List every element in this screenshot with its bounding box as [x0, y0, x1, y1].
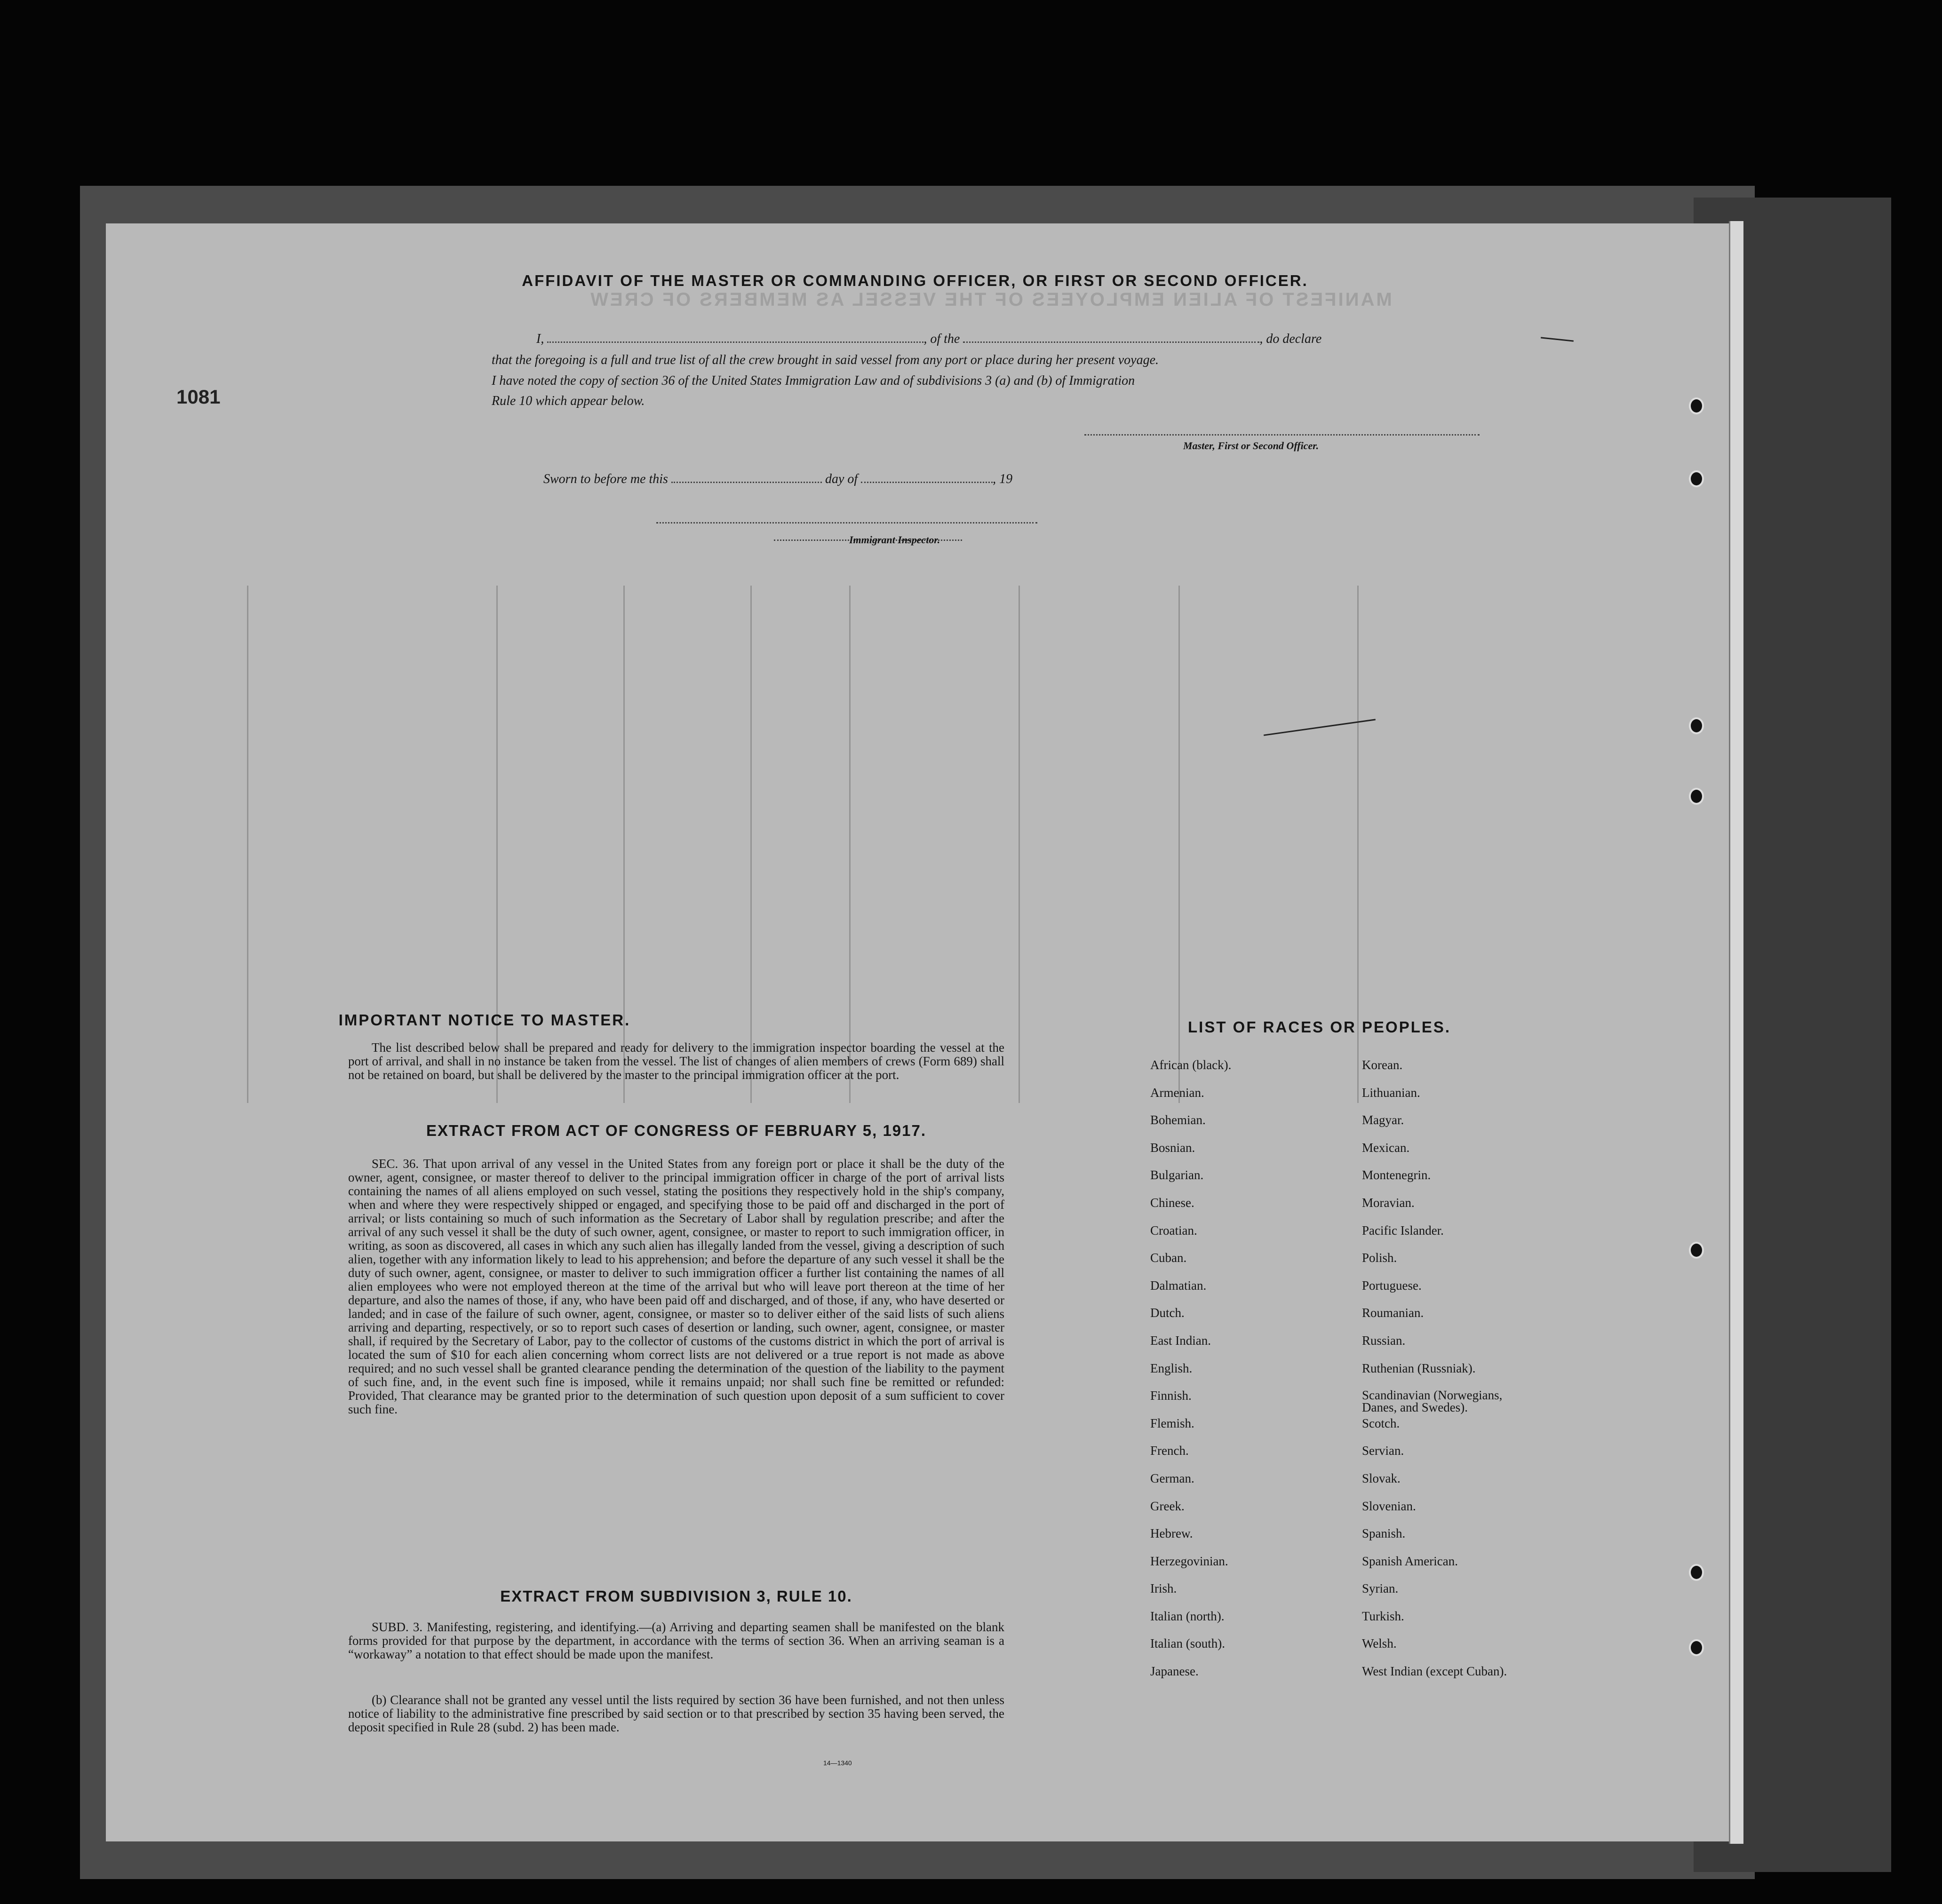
race-item: Ruthenian (Russniak). [1362, 1361, 1476, 1375]
race-item: Bosnian. [1150, 1140, 1195, 1155]
races-title: LIST OF RACES OR PEOPLES. [1188, 1018, 1451, 1036]
race-item: Bulgarian. [1150, 1168, 1204, 1182]
race-item: Moravian. [1362, 1195, 1415, 1210]
manifest-page [106, 223, 1729, 1841]
affidavit-line-1 [536, 332, 1321, 347]
name-blank[interactable] [547, 341, 923, 343]
grid-line [1178, 586, 1180, 1103]
race-item: Japanese. [1150, 1664, 1199, 1679]
sworn-day-blank[interactable] [671, 482, 822, 483]
race-item: Turkish. [1362, 1609, 1404, 1623]
races-right-column [1362, 1058, 1522, 1692]
race-item: Welsh. [1362, 1636, 1397, 1651]
race-item: Portuguese. [1362, 1278, 1422, 1293]
sworn-text: Sworn to before me this [543, 472, 668, 486]
race-item: Russian. [1362, 1333, 1406, 1348]
race-item: Magyar. [1362, 1113, 1404, 1127]
affidavit-title: AFFIDAVIT OF THE MASTER OR COMMANDING OFFICER, OR FIRST OR SECOND OFFICER. [522, 272, 1308, 289]
race-item: Bohemian. [1150, 1113, 1206, 1127]
race-item: Italian (south). [1150, 1636, 1225, 1651]
race-item: Scotch. [1362, 1416, 1400, 1430]
races-left-column [1150, 1058, 1231, 1692]
rule-text-a: SUBD. 3. Manifesting, registering, and identifying.—(a) Arriving and departing seamen shall be manifested on the blank forms provided for that purpose by the department, in accordance with the terms of section 36. When an arriving seaman is a “workaway” a notation to that effect should be made upon the manifest. [348, 1620, 1004, 1661]
race-item: Syrian. [1362, 1581, 1399, 1596]
race-item: Slovak. [1362, 1471, 1401, 1485]
affidavit-line-2: that the foregoing is a full and true list of all the crew brought in said vessel from any port or place during her present voyage. [492, 353, 1159, 367]
race-item: Slovenian. [1362, 1499, 1416, 1513]
page-edge [1729, 221, 1743, 1844]
race-item: English. [1150, 1361, 1193, 1375]
sworn-year: , 19 [993, 472, 1013, 486]
binder-hole [1689, 470, 1704, 487]
race-item: Montenegrin. [1362, 1168, 1431, 1182]
vessel-blank[interactable] [963, 341, 1259, 343]
race-item: Polish. [1362, 1251, 1397, 1265]
binder-hole [1689, 717, 1704, 734]
race-item: Lithuanian. [1362, 1085, 1420, 1100]
race-item: Korean. [1362, 1058, 1403, 1072]
sworn-line [543, 472, 1012, 487]
race-item: Italian (north). [1150, 1609, 1225, 1623]
race-item: East Indian. [1150, 1333, 1211, 1348]
race-item: Dalmatian. [1150, 1278, 1207, 1293]
race-item: Spanish American. [1362, 1554, 1458, 1568]
affidavit-line-4: Rule 10 which appear below. [492, 394, 645, 408]
binder-hole [1689, 1564, 1704, 1581]
sworn-month-blank[interactable] [861, 482, 993, 483]
race-item: Roumanian. [1362, 1306, 1424, 1320]
grid-line [1019, 586, 1020, 1103]
rule-title: EXTRACT FROM SUBDIVISION 3, RULE 10. [500, 1587, 852, 1605]
race-item: Flemish. [1150, 1416, 1194, 1430]
inspector-label: Immigrant Inspector. [849, 534, 940, 546]
binder-hole [1689, 397, 1704, 414]
race-item: African (black). [1150, 1058, 1232, 1072]
race-item: Greek. [1150, 1499, 1185, 1513]
bleed-through-header: MANIFEST OF ALIEN EMPLOYEES OF THE VESSEL AS MEMBERS OF CREW [589, 289, 1392, 310]
race-item: German. [1150, 1471, 1194, 1485]
race-item: Servian. [1362, 1444, 1404, 1458]
binder-hole [1689, 1639, 1704, 1656]
affidavit-do-declare: , do declare [1259, 332, 1322, 346]
binder-hole [1689, 1242, 1704, 1259]
race-item: Dutch. [1150, 1306, 1185, 1320]
race-item: Herzegovinian. [1150, 1554, 1228, 1568]
race-item: Hebrew. [1150, 1526, 1193, 1541]
notice-title: IMPORTANT NOTICE TO MASTER. [338, 1011, 631, 1029]
race-item: Finnish. [1150, 1388, 1192, 1403]
race-item: Cuban. [1150, 1251, 1187, 1265]
race-item: Pacific Islander. [1362, 1223, 1444, 1238]
race-item: French. [1150, 1444, 1189, 1458]
binder-hole [1689, 788, 1704, 805]
race-item: Chinese. [1150, 1195, 1194, 1210]
form-code: 14—1340 [823, 1759, 852, 1767]
act-text: SEC. 36. That upon arrival of any vessel in the United States from any foreign port or place it shall be the duty of the owner, agent, consignee, or master thereof to deliver to the principal immigration officer in charge of the port of arrival lists containing the names of all aliens employed on such vessel, stating the positions they respectively hold in the ship's company, when and where they were respectively shipped or engaged, and specifying those to be paid off and discharged in the port of arrival; or lists containing so much of such information as the Secretary of Labor shall by regulation prescribe; and after the arrival of any such vessel it shall be the duty of such owner, agent, consignee, or master to report to such immigration officer, in writing, as soon as discovered, all cases in which any such alien has illegally landed from the vessel, giving a description of such alien, together with any information likely to lead to his apprehension; and before the departure of any such vessel it shall be the duty of such owner, agent, consignee, or master to deliver to such immigration officer a further list containing the names of all alien employees who were not employed thereon at the time of the arrival but who will leave port thereon at the time of her departure, and also the names of those, if any, who have been paid off and discharged, and of those, if any, who have deserted or landed; and in case of the failure of such owner, agent, consignee, or master so to deliver either of the said lists of such aliens arriving and departing, respectively, or so to report such cases of desertion or landing, such owner, agent, consignee, or master shall, if required by the Secretary of Labor, pay to the collector of customs of the customs district in which the port of arrival is located the sum of $10 for each alien concerning whom correct lists are not delivered or a true report is not made as above required; and no such vessel shall be granted clearance pending the determination of the question of the liability to the payment of such fine, and, in the event such fine is imposed, while it remains unpaid; nor shall such fine be remitted or refunded: Provided, That clearance may be granted prior to the determination of such question upon deposit of a sum sufficient to cover such fine. [348, 1157, 1004, 1416]
act-title: EXTRACT FROM ACT OF CONGRESS OF FEBRUARY 5, 1917. [426, 1122, 927, 1139]
race-item: Spanish. [1362, 1526, 1406, 1541]
sworn-day-of: day of [825, 472, 858, 486]
affidavit-line-3: I have noted the copy of section 36 of the United States Immigration Law and of subdivisions 3 (a) and (b) of Immigration [492, 373, 1135, 388]
grid-line [849, 586, 851, 1103]
race-item: Irish. [1150, 1581, 1177, 1596]
notice-text: The list described below shall be prepared and ready for delivery to the immigration inspector boarding the vessel at the port of arrival, and shall in no instance be taken from the vessel. The list of changes of alien members of crews (Form 689) shall not be retained on board, but shall be delivered by the master to the principal immigration officer at the port. [348, 1040, 1004, 1082]
race-item: Mexican. [1362, 1140, 1410, 1155]
affidavit-of-the: , of the [923, 332, 960, 346]
inspector-signature-line[interactable] [656, 522, 1037, 524]
race-item: Scandinavian (Norwegians, Danes, and Swedes). [1362, 1388, 1503, 1415]
pen-mark [1541, 337, 1574, 341]
rule-text-b: (b) Clearance shall not be granted any vessel until the lists required by section 36 have been furnished, and not then unless notice of liability to the administrative fine prescribed by said section or to that prescribed by section 35 having been served, the deposit specified in Rule 28 (subd. 2) has been made. [348, 1693, 1004, 1734]
master-signature-line[interactable] [1084, 434, 1480, 436]
master-signature-label: Master, First or Second Officer. [1183, 440, 1319, 452]
race-item: Croatian. [1150, 1223, 1197, 1238]
affidavit-i: I, [536, 332, 544, 346]
race-item: Armenian. [1150, 1085, 1204, 1100]
race-item: West Indian (except Cuban). [1362, 1664, 1507, 1679]
side-mark: 1081 [176, 386, 221, 408]
